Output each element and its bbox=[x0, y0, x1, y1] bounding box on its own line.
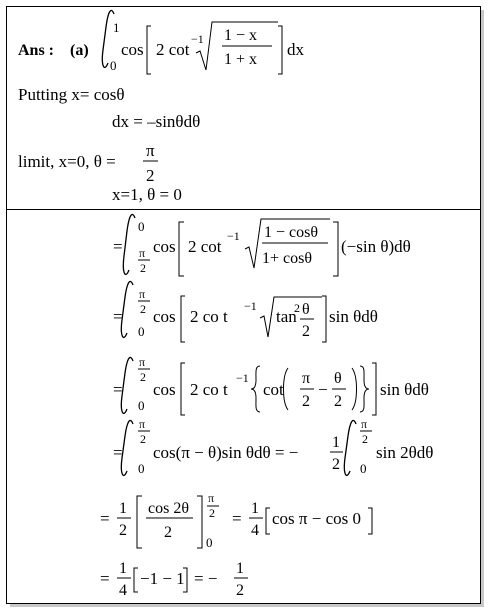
integral-sign bbox=[123, 214, 135, 274]
upper-limit-two: 2 bbox=[140, 432, 146, 446]
step-body: cos(π − θ)sin θdθ = − bbox=[153, 443, 299, 462]
theta-numerator: θ bbox=[334, 370, 342, 387]
cos-text: cos bbox=[153, 237, 176, 256]
equals-sign: = bbox=[113, 237, 123, 256]
pi-numerator: π bbox=[302, 370, 311, 387]
cot-text: cot bbox=[263, 380, 284, 399]
right-bracket bbox=[372, 363, 376, 415]
tail-factor: (−sin θ)dθ bbox=[341, 237, 411, 256]
two-cot-text: 2 cot bbox=[188, 237, 222, 256]
left-bracket bbox=[266, 508, 270, 534]
lower-limit: 0 bbox=[138, 461, 145, 476]
upper-limit-pi: π bbox=[208, 491, 215, 505]
bracket-content: −1 − 1 bbox=[140, 569, 185, 588]
lower-limit: 0 bbox=[138, 398, 145, 413]
part-label: (a) bbox=[70, 42, 89, 59]
quarter-numerator: 1 bbox=[251, 500, 259, 517]
right-paren bbox=[352, 368, 357, 410]
limit-line: limit, x=0, θ = bbox=[18, 152, 116, 171]
x1-line: x=1, θ = 0 bbox=[112, 185, 182, 204]
tail-factor: sin θdθ bbox=[329, 307, 378, 326]
half-numerator: 1 bbox=[236, 560, 244, 577]
half-numerator: 1 bbox=[332, 434, 340, 451]
two-cot-text: 2 co t bbox=[190, 307, 228, 326]
putting-line: Putting x= cosθ bbox=[18, 85, 125, 104]
two-denominator: 2 bbox=[164, 524, 172, 541]
upper-limit-two: 2 bbox=[209, 506, 215, 520]
cos2theta-numerator: cos 2θ bbox=[148, 500, 189, 517]
pi-numerator: π bbox=[146, 141, 155, 160]
left-bracket bbox=[179, 222, 184, 276]
right-bracket bbox=[278, 26, 282, 74]
equals-sign: = bbox=[113, 307, 123, 326]
cos-text: cos bbox=[121, 40, 144, 59]
equals-sign: = bbox=[232, 509, 242, 528]
upper-limit-two: 2 bbox=[362, 432, 368, 446]
left-bracket bbox=[137, 496, 142, 548]
integral-sign bbox=[121, 357, 133, 413]
inverse-exponent: −1 bbox=[191, 32, 204, 46]
upper-limit-two: 2 bbox=[140, 302, 146, 316]
left-bracket bbox=[181, 296, 185, 342]
denominator: 1+ cosθ bbox=[262, 250, 313, 267]
integral-sign bbox=[121, 281, 133, 337]
quarter-denominator: 4 bbox=[251, 522, 259, 539]
two-denominator: 2 bbox=[334, 393, 342, 410]
inverse-exponent: −1 bbox=[227, 229, 240, 243]
two-denominator: 2 bbox=[302, 323, 310, 340]
tail-factor: sin θdθ bbox=[380, 380, 429, 399]
integral-sign bbox=[344, 420, 356, 475]
equals-sign: = bbox=[100, 569, 110, 588]
left-bracket bbox=[147, 26, 151, 74]
dx-text: dx bbox=[287, 40, 304, 59]
right-bracket bbox=[333, 222, 338, 276]
bracket-content: cos π − cos 0 bbox=[272, 509, 361, 528]
theta-numerator: θ bbox=[302, 301, 310, 318]
cos-text: cos bbox=[153, 380, 176, 399]
equals-minus: = − bbox=[194, 569, 218, 588]
lower-limit-pi: π bbox=[139, 246, 146, 260]
half-numerator: 1 bbox=[119, 500, 127, 517]
equals-sign: = bbox=[113, 443, 123, 462]
minus-sign: − bbox=[318, 380, 328, 399]
left-brace bbox=[251, 366, 260, 412]
denominator: 1 + x bbox=[224, 51, 258, 68]
tan-text: tan bbox=[276, 307, 297, 326]
cos-text: cos bbox=[153, 307, 176, 326]
two-denominator: 2 bbox=[302, 393, 310, 410]
right-bracket bbox=[197, 496, 202, 548]
left-bracket bbox=[181, 363, 185, 415]
lower-limit: 0 bbox=[206, 535, 213, 550]
half-denominator: 2 bbox=[119, 522, 127, 539]
dx-line: dx = –sinθdθ bbox=[112, 112, 201, 131]
tail-factor: sin 2θdθ bbox=[376, 443, 434, 462]
equals-sign: = bbox=[100, 509, 110, 528]
upper-limit: 0 bbox=[138, 219, 145, 234]
two-cot-text: 2 co t bbox=[190, 380, 228, 399]
integral-sign bbox=[121, 420, 133, 475]
right-brace bbox=[360, 366, 369, 412]
left-paren bbox=[284, 368, 289, 410]
inverse-exponent: −1 bbox=[236, 371, 249, 385]
lower-limit: 0 bbox=[110, 58, 117, 73]
right-bracket bbox=[368, 508, 372, 534]
lower-limit: 0 bbox=[138, 324, 145, 339]
two-cot-text: 2 cot bbox=[156, 40, 190, 59]
numerator: 1 − x bbox=[224, 27, 258, 44]
right-bracket bbox=[322, 296, 326, 342]
lower-limit: 0 bbox=[360, 461, 367, 476]
upper-limit-pi: π bbox=[361, 417, 368, 431]
lower-limit-two: 2 bbox=[140, 261, 146, 275]
answer-label: Ans : bbox=[18, 42, 55, 59]
square-exponent: 2 bbox=[294, 301, 300, 315]
quarter-denominator: 4 bbox=[119, 582, 127, 599]
numerator: 1 − cosθ bbox=[264, 224, 319, 241]
half-denominator: 2 bbox=[332, 456, 340, 473]
upper-limit-pi: π bbox=[139, 355, 146, 369]
two-denominator: 2 bbox=[146, 166, 155, 185]
half-denominator: 2 bbox=[236, 582, 244, 599]
upper-limit: 1 bbox=[113, 20, 120, 35]
quarter-numerator: 1 bbox=[119, 560, 127, 577]
upper-limit-pi: π bbox=[139, 417, 146, 431]
upper-limit-pi: π bbox=[139, 287, 146, 301]
left-bracket bbox=[134, 568, 138, 592]
equals-sign: = bbox=[113, 380, 123, 399]
upper-limit-two: 2 bbox=[140, 370, 146, 384]
inverse-exponent: −1 bbox=[244, 299, 257, 313]
